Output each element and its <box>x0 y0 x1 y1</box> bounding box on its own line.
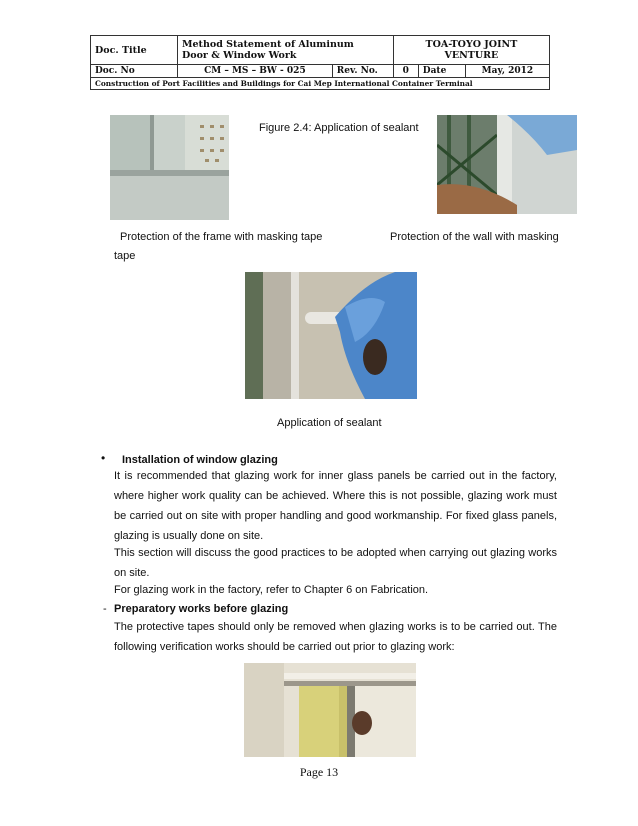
doc-no-value: CM – MS – BW - 025 <box>178 65 333 78</box>
bullet-icon: • <box>101 451 106 465</box>
caption-left: Protection of the frame with masking tape <box>120 231 323 243</box>
section-title: Installation of window glazing <box>122 454 278 466</box>
doc-title-label: Doc. Title <box>91 36 178 65</box>
rev-label: Rev. No. <box>332 65 393 78</box>
paragraph-glazing-factory: It is recommended that glazing work for inner glass panels be carried out in the factory, where higher work quality can be achieved. Where this is not possible, glazing work must be carried out on site with proper handling and good workmanship. For fixed glass panels, glazing is usually done on site. <box>114 470 557 542</box>
paragraph-glazing-on-site: This section will discuss the good practices to be adopted when carrying out glazing works on site. <box>114 547 557 579</box>
document-header-table <box>90 35 550 90</box>
project-title: Construction of Port Facilities and Buildings for Cai Mep International Container Terminal <box>91 78 550 90</box>
photo-glazing-verification <box>244 663 416 757</box>
doc-title-value <box>178 36 394 65</box>
photo-application-of-sealant <box>245 272 417 399</box>
figure-caption: Figure 2.4: Application of sealant <box>259 122 419 134</box>
caption-center: Application of sealant <box>277 417 382 429</box>
rev-value: 0 <box>393 65 418 78</box>
doc-no-label: Doc. No <box>91 65 178 78</box>
doc-title-line1: Method Statement of Aluminum <box>182 39 354 50</box>
paragraph-protective-tapes: The protective tapes should only be removed when glazing works is to be carried out. The following verification works should be carried out prior to glazing work: <box>114 621 557 653</box>
company-name: TOA-TOYO JOINT VENTURE <box>393 36 549 65</box>
photo-wall-masking <box>437 115 577 214</box>
caption-left-wrap: tape <box>114 250 136 262</box>
page-number: Page 13 <box>299 765 339 779</box>
date-value: May, 2012 <box>465 65 549 78</box>
caption-right: Protection of the wall with masking <box>390 231 559 243</box>
paragraph-factory-reference: For glazing work in the factory, refer to Chapter 6 on Fabrication. <box>114 584 429 596</box>
sub-bullet-dash: - <box>103 603 107 615</box>
sub-section-title: Preparatory works before glazing <box>114 603 289 615</box>
photo-frame-masking-tape <box>110 115 229 220</box>
doc-title-line2: Door & Window Work <box>182 50 297 61</box>
date-label: Date <box>418 65 465 78</box>
